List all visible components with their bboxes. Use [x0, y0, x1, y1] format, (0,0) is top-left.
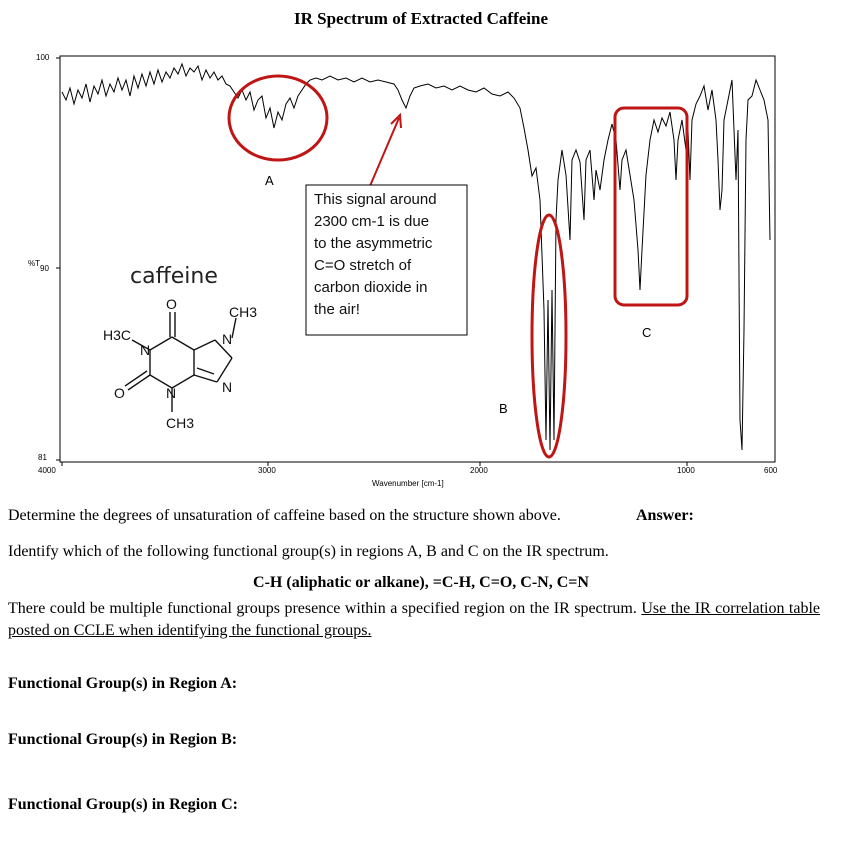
x-tick-1000: 1000: [677, 466, 695, 475]
atom-n7: N: [222, 331, 233, 347]
annotation-line-3: to the asymmetric: [314, 235, 433, 252]
annotation-arrow: [370, 118, 399, 186]
atom-o-left: O: [114, 385, 125, 401]
annotation-line-6: the air!: [314, 301, 360, 318]
x-tick-4000: 4000: [38, 466, 56, 475]
question-degrees-unsaturation: Determine the degrees of unsaturation of caffeine based on the structure shown above.: [8, 507, 561, 524]
atom-ch3-top: CH3: [229, 304, 258, 320]
region-c-label: C: [642, 325, 652, 340]
annotation-line-1: This signal around: [314, 191, 437, 208]
region-a-prompt: Functional Group(s) in Region A:: [8, 675, 238, 692]
note-text: There could be multiple functional groups presence within a specified region on the IR spectrum.: [8, 600, 637, 617]
region-a-circle: [229, 76, 327, 160]
atom-n1: N: [140, 342, 151, 358]
y-tick-81: 81: [38, 453, 47, 462]
region-a-label: A: [265, 173, 274, 188]
annotation-line-2: 2300 cm-1 is due: [314, 213, 430, 230]
y-tick-90: 90: [40, 264, 49, 273]
x-tick-600: 600: [764, 466, 778, 475]
x-tick-3000: 3000: [258, 466, 276, 475]
annotation-line-4: C=O stretch of: [314, 257, 412, 274]
molecule-name: caffeine: [130, 264, 218, 289]
atom-h3c: H3C: [103, 327, 132, 343]
spectrum-title: IR Spectrum of Extracted Caffeine: [294, 9, 548, 28]
y-axis-label: %T: [28, 259, 40, 268]
caffeine-structure: [125, 312, 236, 412]
x-tick-2000: 2000: [470, 466, 488, 475]
atom-o-top: O: [166, 296, 177, 312]
question-functional-groups: Identify which of the following functional group(s) in regions A, B and C on the IR spectrum.: [8, 543, 609, 560]
svg-text:O O CH3 H3C N: [103, 296, 261, 431]
y-tick-100: 100: [36, 53, 50, 62]
instruction-note: [8, 598, 820, 642]
atom-n9: N: [222, 379, 233, 395]
region-b-ellipse: [532, 215, 566, 457]
region-c-box: [615, 108, 687, 305]
atom-ch3-bottom: CH3: [166, 415, 195, 431]
region-b-prompt: Functional Group(s) in Region B:: [8, 731, 238, 748]
region-b-label: B: [499, 401, 508, 416]
region-c-prompt: Functional Group(s) in Region C:: [8, 796, 238, 813]
annotation-line-5: carbon dioxide in: [314, 279, 428, 296]
atom-n3: N: [166, 385, 177, 401]
correlation-table-note: Use the IR correlation table posted on CCLE when identifying the functional groups.: [8, 600, 821, 639]
functional-group-list: C-H (aliphatic or alkane), =C-H, C=O, C-N, C=N: [253, 574, 589, 591]
x-axis-label: Wavenumber [cm-1]: [372, 479, 444, 488]
answer-label: Answer:: [636, 507, 694, 524]
